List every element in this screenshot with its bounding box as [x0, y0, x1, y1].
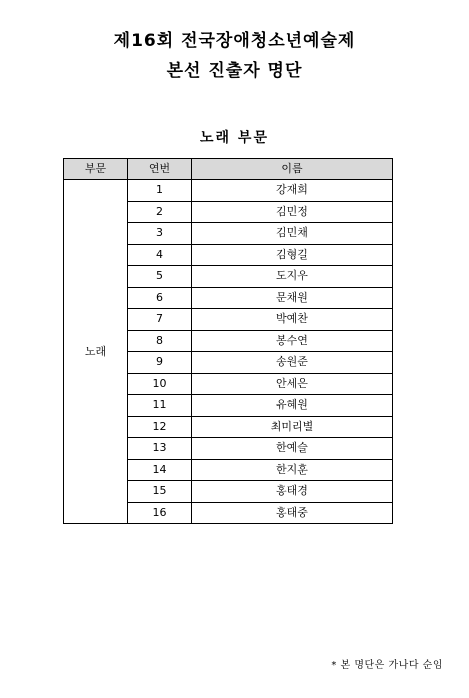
footnote: * 본 명단은 가나다 순임: [331, 660, 443, 671]
header-number: 연번: [128, 159, 192, 180]
number-cell: 9: [128, 352, 192, 374]
number-cell: 16: [128, 502, 192, 524]
table-body: [64, 180, 393, 524]
number-cell: 13: [128, 438, 192, 460]
number-cell: 6: [128, 287, 192, 309]
number-cell: 11: [128, 395, 192, 417]
number-cell: 7: [128, 309, 192, 331]
name-cell: 최미리별: [192, 416, 393, 438]
number-cell: 14: [128, 459, 192, 481]
name-cell: 도지우: [192, 266, 393, 288]
name-cell: 송원준: [192, 352, 393, 374]
name-cell: 김형길: [192, 244, 393, 266]
name-cell: 안세은: [192, 373, 393, 395]
number-cell: 15: [128, 481, 192, 503]
section-title: 노래 부문: [200, 130, 269, 146]
number-cell: 5: [128, 266, 192, 288]
name-cell: 문채원: [192, 287, 393, 309]
table-header-row: [64, 159, 393, 180]
name-cell: 강재희: [192, 180, 393, 202]
header-name: 이름: [192, 159, 393, 180]
number-cell: 3: [128, 223, 192, 245]
header-category: 부문: [64, 159, 128, 180]
number-cell: 1: [128, 180, 192, 202]
number-cell: 4: [128, 244, 192, 266]
table-row: [64, 180, 393, 202]
name-cell: 봉수연: [192, 330, 393, 352]
name-cell: 홍태경: [192, 481, 393, 503]
name-cell: 한예슬: [192, 438, 393, 460]
finalists-table: [63, 158, 393, 524]
name-cell: 유혜원: [192, 395, 393, 417]
number-cell: 8: [128, 330, 192, 352]
name-cell: 홍태중: [192, 502, 393, 524]
document-subtitle: 본선 진출자 명단: [166, 61, 303, 81]
number-cell: 2: [128, 201, 192, 223]
number-cell: 10: [128, 373, 192, 395]
name-cell: 김민정: [192, 201, 393, 223]
number-cell: 12: [128, 416, 192, 438]
category-cell: 노래: [64, 180, 128, 524]
document-title: 제16회 전국장애청소년예술제: [113, 31, 356, 51]
name-cell: 한지훈: [192, 459, 393, 481]
name-cell: 김민채: [192, 223, 393, 245]
name-cell: 박예찬: [192, 309, 393, 331]
